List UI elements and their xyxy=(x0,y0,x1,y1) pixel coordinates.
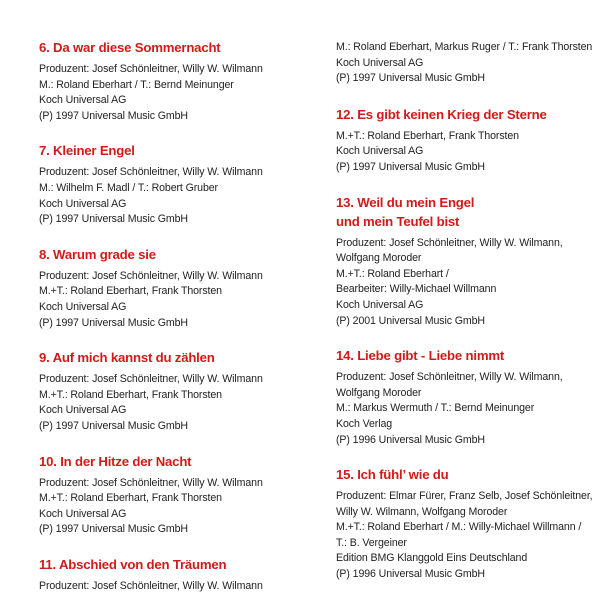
credit-line: T.: B. Vergeiner xyxy=(336,536,407,549)
left-column xyxy=(39,38,279,611)
right-column xyxy=(336,40,593,600)
credit-line: Produzent: Elmar Fürer, Franz Selb, Josef Schönleitner, xyxy=(336,490,593,503)
track-title: 10. In der Hitze der Nacht xyxy=(39,453,192,469)
credit-line: (P) 1997 Universal Music GmbH xyxy=(39,523,188,536)
track-title: 7. Kleiner Engel xyxy=(39,143,135,159)
credit-line: Koch Universal AG xyxy=(39,404,127,417)
track-title: 8. Warum grade sie xyxy=(39,246,156,262)
credit-line: M.+T.: Roland Eberhart, Frank Thorsten xyxy=(39,492,222,505)
track-title: 13. Weil du mein Engel xyxy=(336,194,475,210)
credit-line: Produzent: Josef Schönleitner, Willy W. Wilmann xyxy=(39,579,263,592)
credit-line: Edition BMG Klanggold Eins Deutschland xyxy=(336,552,528,565)
credit-line: Koch Universal AG xyxy=(336,145,424,158)
track-title: 14. Liebe gibt - Liebe nimmt xyxy=(336,348,505,364)
credit-line: M.: Wilhelm F. Madl / T.: Robert Gruber xyxy=(39,181,218,194)
credit-line: M.+T.: Roland Eberhart, Frank Thorsten xyxy=(39,285,222,298)
track-9 xyxy=(39,348,279,434)
credit-line: M.: Roland Eberhart, Markus Ruger / T.: Frank Thorsten xyxy=(336,41,593,53)
track-15 xyxy=(336,465,593,583)
credit-line: Koch Verlag xyxy=(336,417,393,430)
credit-line: Produzent: Josef Schönleitner, Willy W. Wilmann, xyxy=(336,371,563,384)
track-title: 6. Da war diese Sommernacht xyxy=(39,40,221,55)
credit-line: Produzent: Josef Schönleitner, Willy W. Wilmann xyxy=(39,476,263,489)
track-6 xyxy=(39,38,279,124)
credit-line: M.+T.: Roland Eberhart, Frank Thorsten xyxy=(39,388,222,401)
credit-line: Produzent: Josef Schönleitner, Willy W. Wilmann xyxy=(39,269,263,282)
track-title: 11. Abschied von den Träumen xyxy=(39,556,227,572)
credit-line: Bearbeiter: Willy-Michael Willmann xyxy=(336,283,497,296)
track-title: 9. Auf mich kannst du zählen xyxy=(39,350,215,366)
credit-line: Koch Universal AG xyxy=(39,507,127,520)
credit-line: Koch Universal AG xyxy=(39,300,127,313)
credit-line: Produzent: Josef Schönleitner, Willy W. Wilmann xyxy=(39,166,263,179)
track-7 xyxy=(39,141,279,227)
track-title-line-2: und mein Teufel bist xyxy=(336,213,460,229)
credit-line: (P) 1997 Universal Music GmbH xyxy=(39,109,188,122)
credit-line: (P) 2001 Universal Music GmbH xyxy=(336,314,485,327)
track-12 xyxy=(336,105,576,176)
credit-line: Produzent: Josef Schönleitner, Willy W. Wilmann xyxy=(39,373,263,386)
track-8 xyxy=(39,245,279,331)
track-14 xyxy=(336,346,576,448)
credit-line: (P) 1997 Universal Music GmbH xyxy=(336,72,485,85)
credit-line: Koch Universal AG xyxy=(336,298,424,311)
credit-line: M.+T.: Roland Eberhart / M.: Willy-Michael Willmann / xyxy=(336,521,582,534)
credit-line: (P) 1997 Universal Music GmbH xyxy=(39,213,188,226)
track-11-continuation xyxy=(336,40,593,87)
track-title: 12. Es gibt keinen Krieg der Sterne xyxy=(336,106,547,122)
credit-line: Wolfgang Moroder xyxy=(336,386,422,399)
credit-line: (P) 1997 Universal Music GmbH xyxy=(39,316,188,329)
credit-line: (P) 1996 Universal Music GmbH xyxy=(336,568,485,581)
track-13 xyxy=(336,193,576,330)
credit-line: Koch Universal AG xyxy=(39,94,127,107)
credit-line: M.+T.: Roland Eberhart / xyxy=(336,267,449,280)
credit-line: Produzent: Josef Schönleitner, Willy W. Wilmann, xyxy=(336,236,563,249)
credit-line: Wolfgang Moroder xyxy=(336,252,422,265)
credit-line: (P) 1996 Universal Music GmbH xyxy=(336,433,485,446)
credit-line: (P) 1997 Universal Music GmbH xyxy=(336,160,485,173)
track-11 xyxy=(39,555,279,595)
track-title: 15. Ich fühl’ wie du xyxy=(336,467,449,483)
track-10 xyxy=(39,452,279,538)
credit-line: M.: Roland Eberhart / T.: Bernd Meinunger xyxy=(39,78,234,91)
credit-line: M.+T.: Roland Eberhart, Frank Thorsten xyxy=(336,129,519,142)
credit-line: (P) 1997 Universal Music GmbH xyxy=(39,419,188,432)
credit-line: M.: Markus Wermuth / T.: Bernd Meinunger xyxy=(336,402,535,415)
credit-line: Willy W. Wilmann, Wolfgang Moroder xyxy=(336,505,508,518)
credit-line: Koch Universal AG xyxy=(39,197,127,210)
credit-line: Koch Universal AG xyxy=(336,56,424,69)
credit-line: Produzent: Josef Schönleitner, Willy W. Wilmann xyxy=(39,63,263,75)
